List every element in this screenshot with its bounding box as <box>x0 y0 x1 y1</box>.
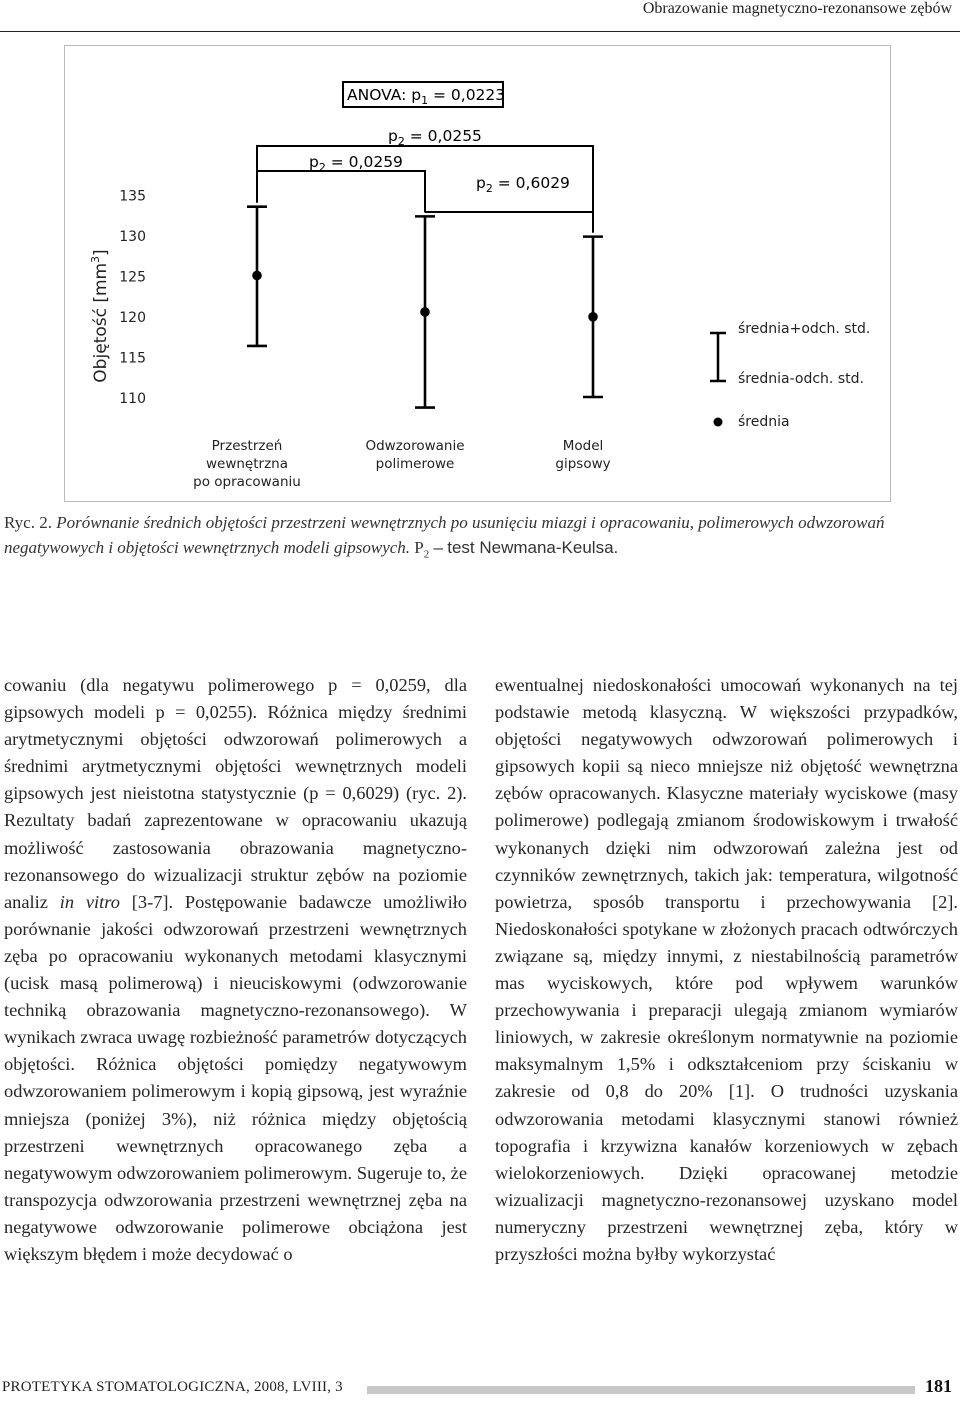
anova-label: ANOVA: $p_1 = 0,0223$ <box>347 86 506 107</box>
y-tick-label: 110 <box>119 391 146 407</box>
p-value-2-3: $p_2 = 0,6029$ <box>476 174 570 195</box>
p-value-1-2: $p_2 = 0,0259$ <box>309 153 403 174</box>
legend-label: średnia-odch. std. <box>738 371 864 387</box>
legend-label: średnia+odch. std. <box>738 321 871 337</box>
caption-test: test Newmana-Keulsa. <box>447 538 619 557</box>
running-head: Obrazowanie magnetyczno-rezonansowe zębów <box>642 0 952 17</box>
p-value-1-3: $p_2 = 0,0255$ <box>388 127 482 148</box>
legend-mean-symbol <box>714 418 723 427</box>
mean-point <box>588 312 598 322</box>
figure-2 <box>64 45 891 502</box>
caption-label: Ryc. 2. <box>4 513 52 532</box>
page-number: 181 <box>925 1376 952 1396</box>
y-axis-label: Objętość $[mm^3]$ <box>89 249 111 383</box>
footer-bar <box>367 1386 915 1394</box>
category-label: wewnętrzna <box>205 456 289 472</box>
caption-text: Porównanie średnich objętości przestrzeni wewnętrznych po usunięciu miazgi i opracowaniu, polimerowych odwzorowań negatywowych i objętości wewnętrznych modeli gipsowych. <box>4 513 885 557</box>
category-label: Model <box>562 438 604 454</box>
y-tick-label: 120 <box>119 310 146 326</box>
category-label: Przestrzeń <box>211 438 283 454</box>
y-tick-label: 135 <box>119 188 146 205</box>
body-column-left <box>4 672 467 1268</box>
category-label: po opracowaniu <box>193 474 301 490</box>
category-label: Odwzorowanie <box>365 438 465 454</box>
left-paragraph: cowaniu (dla negatywu polimerowego p = 0,0259, dla gipsowych modeli p = 0,0255). Różnica między średnimi arytmetycznymi objętości odwzorowań polimerowych a średnimi arytmetycznymi objętości wewnętrznych modeli gipsowych jest nieistotna statystycznie (p = 0,6029) (ryc. 2). Rezultaty badań zaprezentowane w opracowaniu ukazują możliwość zastosowania obrazowania magnetyczno-rezonansowego do wizualizacji struktur zębów na poziomie analiz in vitro [3-7]. Postępowanie badawcze umożliwiło porównanie jakości odwzorowań przestrzeni wewnętrznych zęba po opracowaniu wykonanych metodami klasycznymi (ucisk masą polimerową) i nieuciskowymi (odwzorowanie techniką obrazowania magnetyczno-rezonansowego). W wynikach zwraca uwagę rozbieżność parametrów dotyczących objętości. Różnica objętości pomiędzy negatywowym odwzorowaniem polimerowym i kopią gipsową, jest wyraźnie mniejsza (poniżej 3%), niż różnica między objętością przestrzeni wewnętrznych opracowanego zęba a negatywowym odwzorowaniem polimerowym. Sugeruje to, że transpozycja odwzorowania przestrzeni wewnętrznej zęba na negatywowe odwzorowanie polimerowe obciążona jest większym błędem i może decydować o <box>4 675 467 1264</box>
legend <box>710 321 870 430</box>
body-column-right <box>495 672 958 1268</box>
category-label: polimerowe <box>375 456 455 472</box>
legend-label: średnia <box>738 414 790 430</box>
footer-journal: PROTETYKA STOMATOLOGICZNA, 2008, LVIII, 3 <box>2 1379 343 1395</box>
header-rule <box>0 31 960 32</box>
y-tick-label: 130 <box>119 229 146 245</box>
category-label: gipsowy <box>555 456 611 472</box>
figure-caption <box>4 510 956 567</box>
caption-dash: – <box>433 538 443 557</box>
y-tick-labels <box>119 189 146 408</box>
error-bar-chart <box>65 46 890 501</box>
mean-point <box>252 271 262 281</box>
y-tick-label: 115 <box>119 350 146 367</box>
mean-point <box>420 307 430 317</box>
y-tick-label: 125 <box>119 269 146 286</box>
right-paragraph: ewentualnej niedoskonałości umocowań wykonanych na tej podstawie metodą klasyczną. W większości przypadków, objętości negatywowych odwzorowań polimerowych i gipsowych kopii są nieco mniejsze niż objętość wewnętrzna zębów opracowanych. Klasyczne materiały wyciskowe (masy polimerowe) podlegają zmianom środowiskowym i trwałość wykonanych dzięki nim odwzorowań zależna jest od czynników zewnętrznych, takich jak: temperatura, wilgotność powietrza, sposób transportu i przechowywania [2]. Niedoskonałości spotykane w złożonych pracach odtwórczych związane są, między innymi, z niestabilnością parametrów mas wyciskowych, które pod wpływem warunków przechowywania i preparacji ulegają zmianom wymiarów liniowych, w zakresie określonym normatywnie na poziomie maksymalnym 1,5% i odkształceniom przy ściskaniu w zakresie od 0,8 do 20% [1]. O trudności uzyskania odwzorowania metodami klasycznymi stanowi również topografia i krzywizna kanałów korzeniowych w zębach wielokorzeniowych. Dzięki opracowanej metodzie wizualizacji magnetyczno-rezonansowej uzyskano model numeryczny przestrzeni wewnętrznej zęba, który w przyszłości można byłby wykorzystać <box>495 675 958 1264</box>
caption-p2: $P_2$ <box>414 538 430 561</box>
